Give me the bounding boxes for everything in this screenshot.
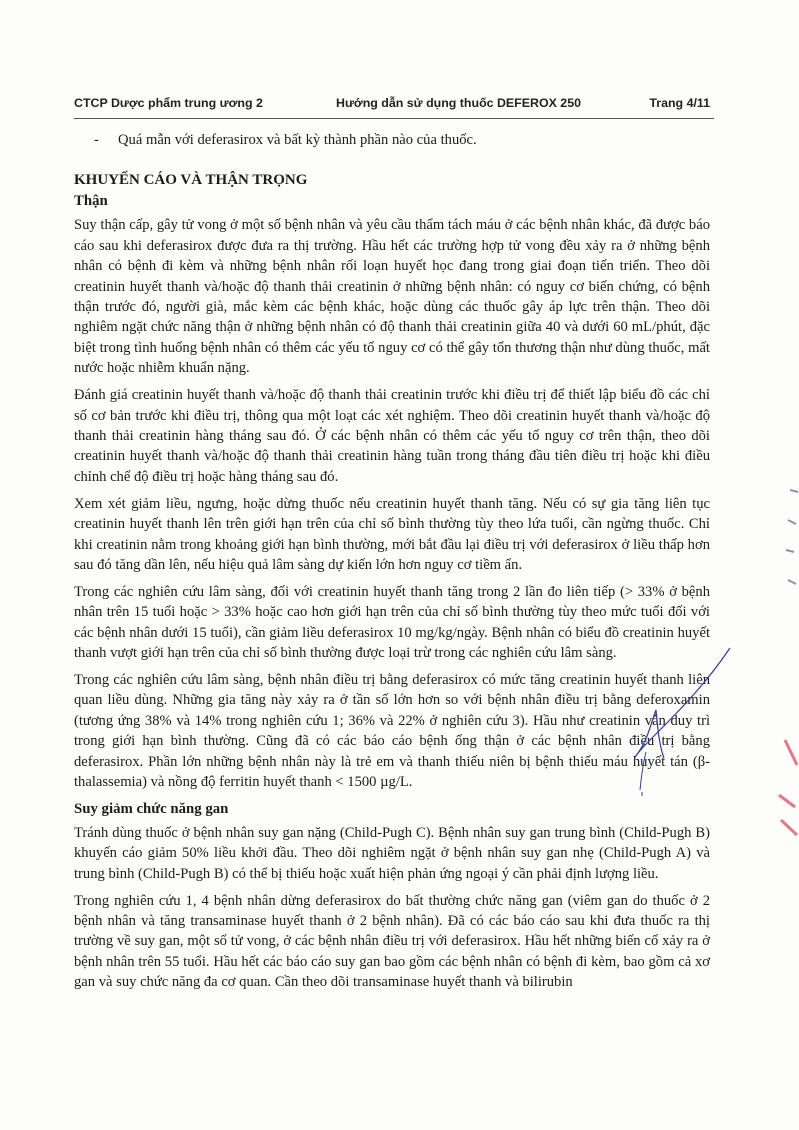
kidney-paragraph-4: Trong các nghiên cứu lâm sàng, đối với creatinin huyết thanh tăng trong 2 lần đo liên tiếp (> 33% ở bệnh nhân trên 15 tuổi hoặc > 33% hoặc cao hơn giới hạn trên của chỉ số bình thường tùy theo mức tuổi đối với các bệnh nhân dưới 15 tuổi), cần giảm liều deferasirox 10 mg/kg/ngày. Bệnh nhân có biểu đồ creatinin huyết thanh vượt giới hạn trên của chỉ số bình thường được loại trừ trong các nghiên cứu lâm sàng. bbox=[74, 583, 710, 662]
liver-heading: Suy giảm chức năng gan bbox=[74, 800, 229, 817]
kidney-paragraph-5: Trong các nghiên cứu lâm sàng, bệnh nhân điều trị bằng deferasirox có mức tăng creatinin huyết thanh liên quan liều dùng. Những gia tăng này xảy ra ở tần số lớn hơn so với bệnh nhân điều trị bằng deferoxamin (tương ứng 38% và 14% trong nghiên cứu 1; 36% và 22% ở nghiên cứu 3). Hầu như creatinin vẫn duy trì trong giới hạn bình thường. Cũng đã có các báo cáo bệnh ống thận ở các bệnh nhân điều trị bằng deferasirox. Phần lớn những bệnh nhân này là trẻ em và thanh thiếu niên bị bệnh thiếu máu huyết tán (β-thalassemia) và nồng độ ferritin huyết thanh < 1500 µg/L. bbox=[74, 671, 710, 790]
kidney-paragraph-3: Xem xét giảm liều, ngưng, hoặc dừng thuốc nếu creatinin huyết thanh tăng. Nếu có sự gia tăng liên tục creatinin huyết thanh lên trên giới hạn trên của chỉ số bình thường tùy theo lứa tuổi, cần ngừng thuốc. Chỉ khi creatinin nằm trong khoảng giới hạn bình thường, mới bắt đầu lại điều trị với deferasirox ở liều thấp hơn sau đó tăng dần lên, nếu hiệu quả lâm sàng dự kiến lớn hơn nguy cơ tiềm ẩn. bbox=[74, 495, 710, 573]
header-page-number: Trang 4/11 bbox=[649, 96, 710, 110]
kidney-paragraph-1: Suy thận cấp, gây tử vong ở một số bệnh nhân và yêu cầu thẩm tách máu ở các bệnh nhân khác, đã được báo cáo sau khi deferasirox được đưa ra thị trường. Hầu hết các trường hợp tử vong đều xảy ra ở những bệnh nhân có bệnh đi kèm và những bệnh nhân rối loạn huyết học đang trong giai đoạn tiến triển. Theo dõi creatinin huyết thanh và/hoặc độ thanh thải creatinin ở những bệnh nhân: có nguy cơ biến chứng, có bệnh thận trước đó, người già, mắc kèm các bệnh khác, hoặc dùng các thuốc gây áp lực trên thận. Theo dõi nghiêm ngặt chức năng thận ở những bệnh nhân có độ thanh thải creatinin giữa 40 và dưới 60 mL/phút, đặc biệt trong tình huống bệnh nhân có thêm các yếu tố nguy cơ có thể gây tổn thương thận như dùng thuốc, mất nước hoặc nhiễm khuẩn nặng. bbox=[74, 217, 710, 377]
header-doc-title: Hướng dẫn sử dụng thuốc DEFEROX 250 bbox=[336, 96, 581, 110]
stamp-fragment-icon bbox=[760, 480, 799, 640]
liver-paragraph-1: Tránh dùng thuốc ở bệnh nhân suy gan nặng (Child-Pugh C). Bệnh nhân suy gan trung bình (Child-Pugh B) khuyến cáo giảm 50% liều khởi đầu. Theo dõi nghiêm ngặt ở bệnh nhân suy gan nhẹ (Child-Pugh A) và trung bình (Child-Pugh B) có thể bị thiếu hoặc xuất hiện phản ứng ngoại ý cần phải định lượng liều. bbox=[74, 824, 710, 882]
bullet-text: Quá mẫn với deferasirox và bất kỳ thành phần nào của thuốc. bbox=[118, 132, 477, 148]
contraindication-item bbox=[74, 130, 710, 150]
kidney-heading: Thận bbox=[74, 193, 108, 210]
red-stamp-fragment-icon bbox=[765, 735, 799, 845]
bullet-dash: - bbox=[94, 132, 99, 148]
kidney-paragraph-2: Đánh giá creatinin huyết thanh và/hoặc độ thanh thải creatinin trước khi điều trị để thiết lập biểu đồ các chỉ số cơ bản trước khi điều trị, thông qua một loạt các xét nghiệm. Theo dõi creatinin huyết thanh và/hoặc độ thanh thải creatinin hàng tháng sau đó. Ở các bệnh nhân có thêm các yếu tố nguy cơ trên thận, theo dõi creatinin huyết thanh và/hoặc độ thanh thải creatinin hàng tuần trong tháng đầu tiên điều trị hoặc khi điều chỉnh chế độ điều trị hoặc hàng tháng sau đó. bbox=[74, 387, 710, 485]
section-title: KHUYẾN CÁO VÀ THẬN TRỌNG bbox=[74, 172, 308, 189]
header-company: CTCP Dược phẩm trung ương 2 bbox=[74, 96, 263, 110]
header-rule bbox=[74, 118, 714, 119]
page-content bbox=[74, 130, 710, 999]
liver-paragraph-2: Trong nghiên cứu 1, 4 bệnh nhân dừng deferasirox do bất thường chức năng gan (viêm gan do thuốc ở 2 bệnh nhân và tăng transaminase huyết thanh ở 2 bệnh nhân). Đã có các báo cáo sau khi đưa thuốc ra thị trường về suy gan, một số tử vong, ở các bệnh nhân điều trị với deferasirox. Hầu hết những biến cố xảy ra ở bệnh nhân trên 55 tuổi. Hầu hết các báo cáo suy gan bao gồm các bệnh nhân có bệnh đi kèm, bao gồm cả xơ gan và suy chức năng đa cơ quan. Cần theo dõi transaminase huyết thanh và bilirubin bbox=[74, 892, 710, 991]
